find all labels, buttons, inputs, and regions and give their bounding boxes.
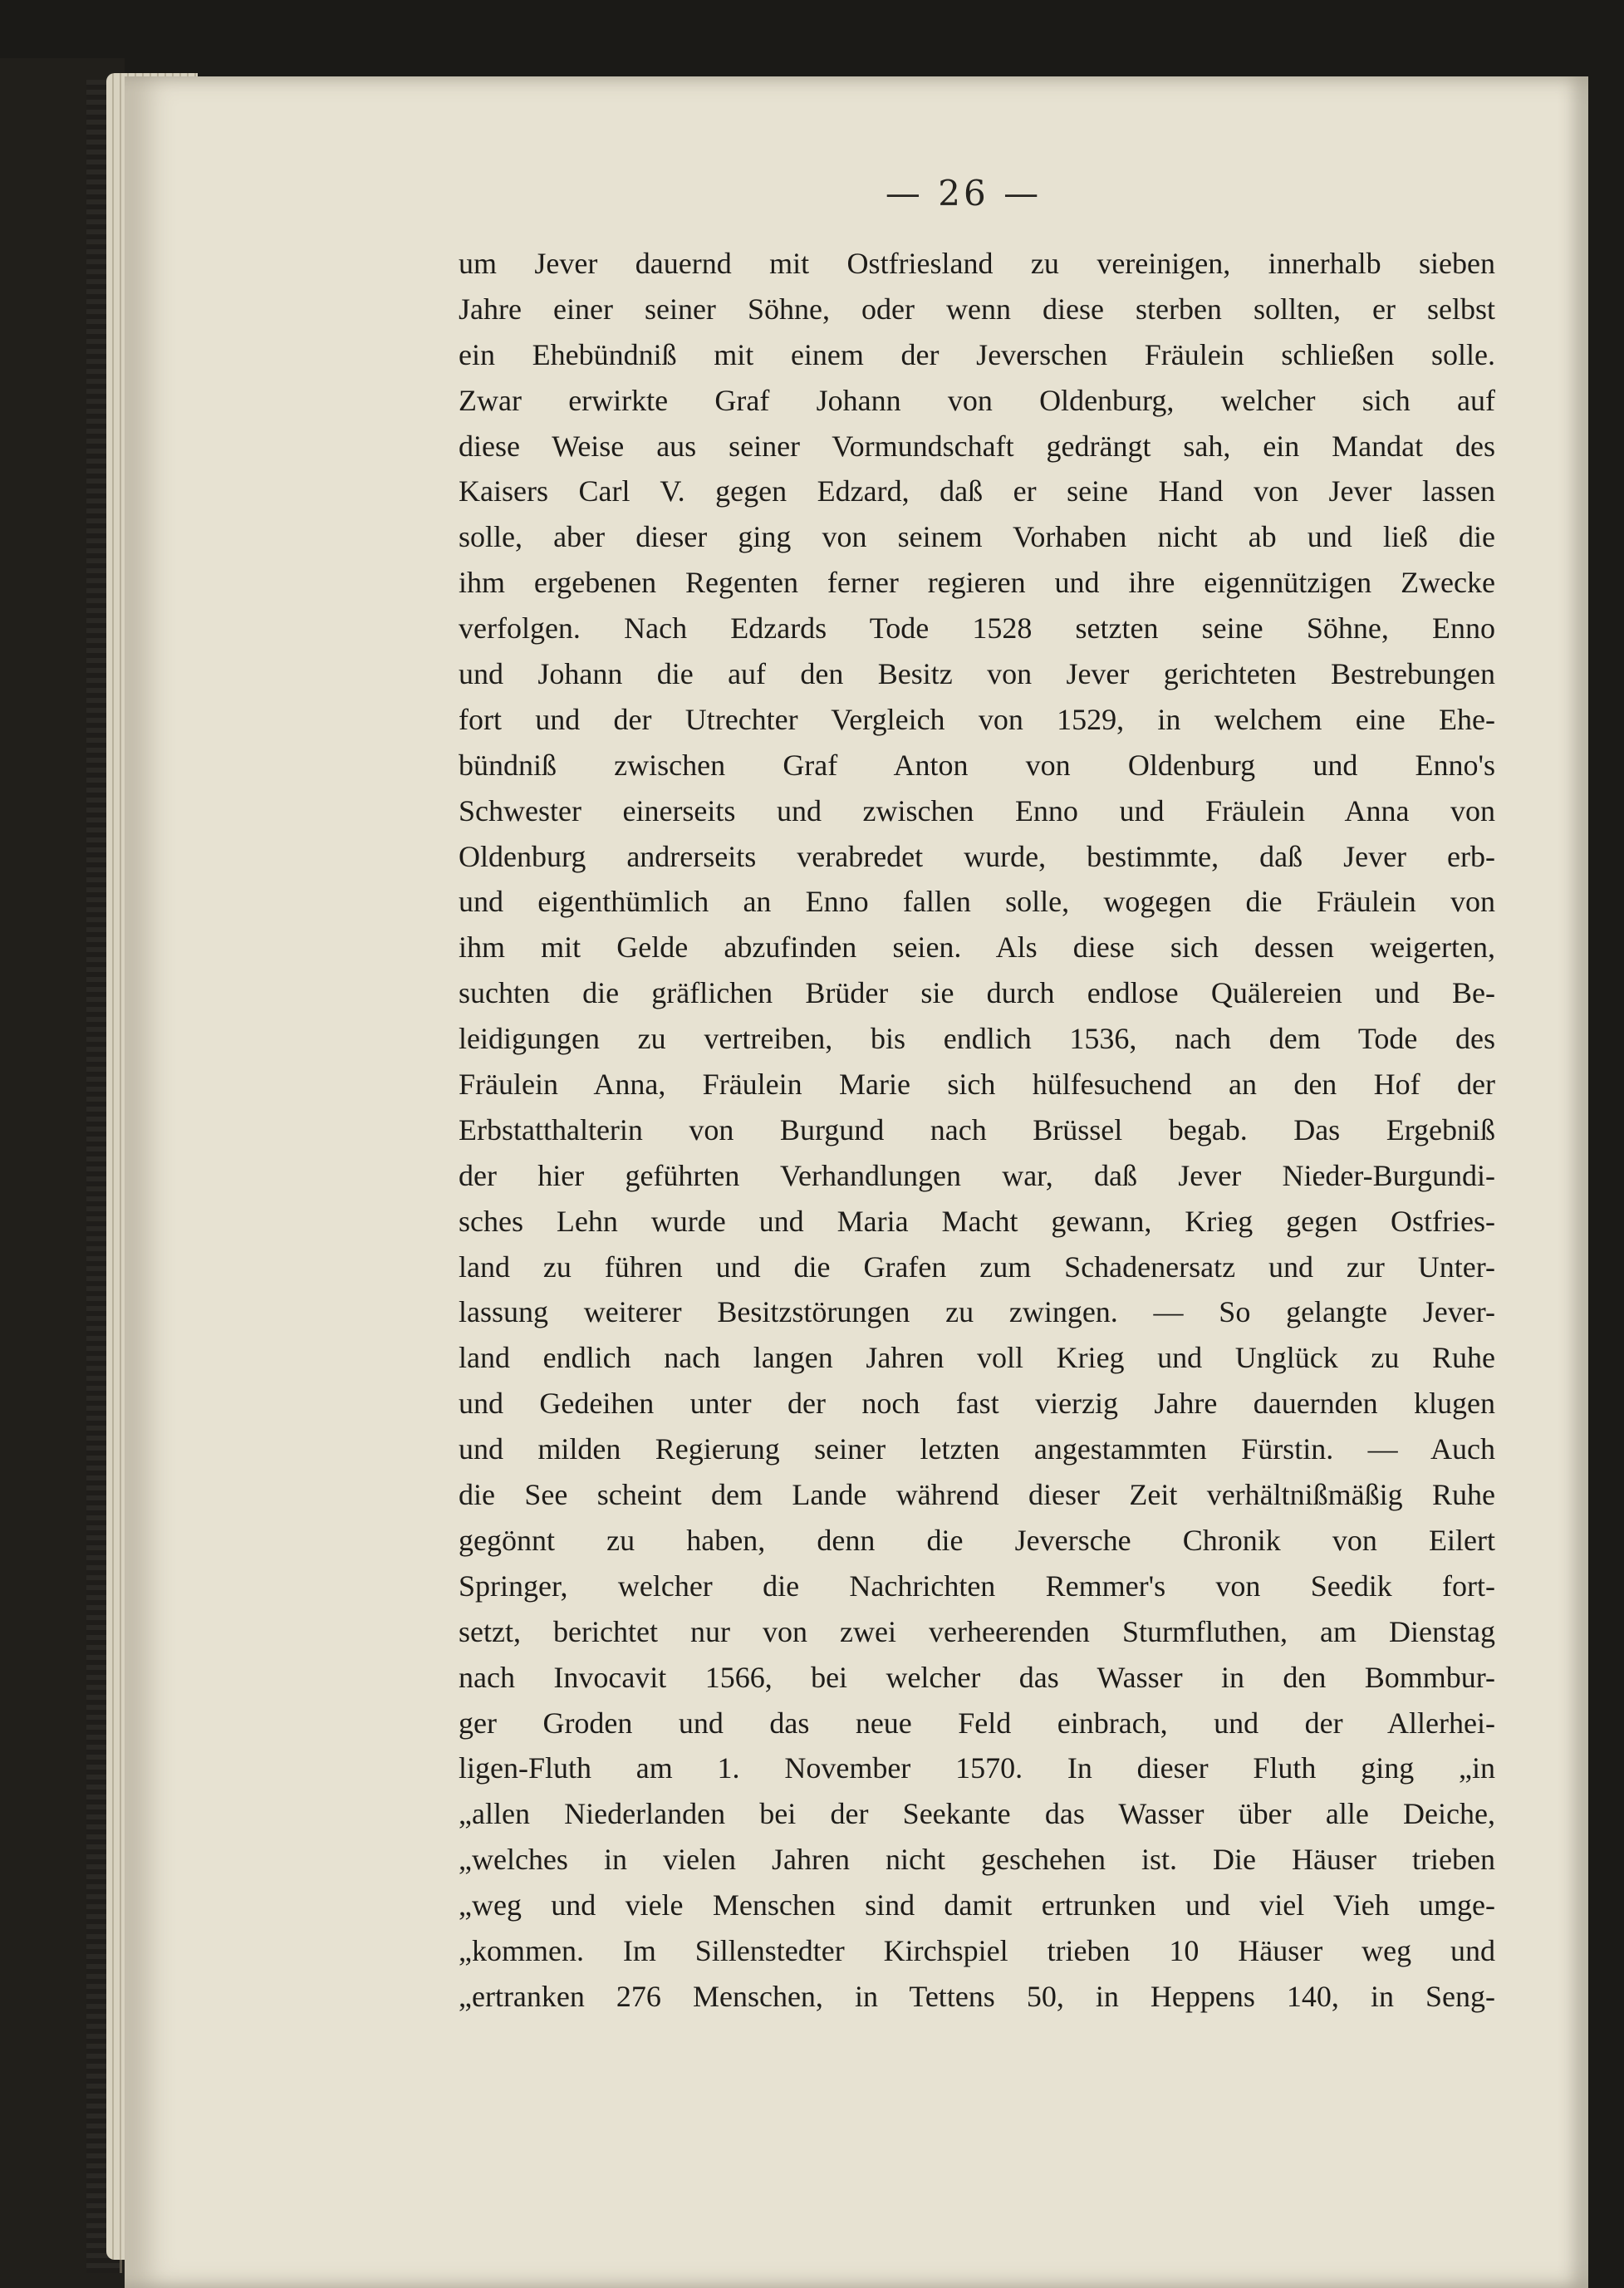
text-line: verfolgen. Nach Edzards Tode 1528 setzten seine Söhne, Enno	[459, 611, 1495, 646]
text-line: lassung weiterer Besitzstörungen zu zwingen. — So gelangte Jever-	[459, 1295, 1495, 1329]
text-line: gegönnt zu haben, denn die Jeversche Chronik von Eilert	[459, 1523, 1495, 1557]
text-line: Zwar erwirkte Graf Johann von Oldenburg, welcher sich auf	[459, 383, 1495, 417]
page-number: — 26 —	[885, 173, 1043, 214]
text-line: Erbstatthalterin von Burgund nach Brüssel begab. Das Ergebniß	[459, 1112, 1495, 1146]
text-line: Schwester einerseits und zwischen Enno und Fräulein Anna von	[459, 793, 1495, 827]
text-line: „kommen. Im Sillenstedter Kirchspiel trieben 10 Häuser weg und	[459, 1933, 1495, 1967]
text-line: land endlich nach langen Jahren voll Krieg und Unglück zu Ruhe	[459, 1341, 1495, 1375]
text-line: suchten die gräflichen Brüder sie durch endlose Quälereien und Be-	[459, 976, 1495, 1010]
text-line: Fräulein Anna, Fräulein Marie sich hülfesuchend an den Hof der	[459, 1068, 1495, 1102]
text-line: solle, aber dieser ging von seinem Vorhaben nicht ab und ließ die	[459, 520, 1495, 554]
body-text	[459, 241, 1495, 2020]
text-line: „allen Niederlanden bei der Seekante das Wasser über alle Deiche,	[459, 1797, 1495, 1831]
text-line: „welches in vielen Jahren nicht geschehen ist. Die Häuser trieben	[459, 1843, 1495, 1877]
text-line: Kaisers Carl V. gegen Edzard, daß er seine Hand von Jever lassen	[459, 474, 1495, 508]
text-line: und Johann die auf den Besitz von Jever gerichteten Bestrebungen	[459, 657, 1495, 691]
text-line: die See scheint dem Lande während dieser Zeit verhältnißmäßig Ruhe	[459, 1478, 1495, 1512]
text-line: sches Lehn wurde und Maria Macht gewann, Krieg gegen Ostfries-	[459, 1204, 1495, 1238]
text-line: und eigenthümlich an Enno fallen solle, wogegen die Fräulein von	[459, 885, 1495, 919]
text-line: Jahre einer seiner Söhne, oder wenn diese sterben sollten, er selbst	[459, 292, 1495, 326]
text-line: leidigungen zu vertreiben, bis endlich 1536, nach dem Tode des	[459, 1022, 1495, 1056]
text-line: nach Invocavit 1566, bei welcher das Wasser in den Bommbur-	[459, 1660, 1495, 1694]
text-line: ihm ergebenen Regenten ferner regieren und ihre eigennützigen Zwecke	[459, 566, 1495, 600]
text-line: Springer, welcher die Nachrichten Remmer's von Seedik fort-	[459, 1569, 1495, 1603]
text-line: diese Weise aus seiner Vormundschaft gedrängt sah, ein Mandat des	[459, 429, 1495, 463]
text-line: und Gedeihen unter der noch fast vierzig Jahre dauernden klugen	[459, 1387, 1495, 1421]
text-line: um Jever dauernd mit Ostfriesland zu vereinigen, innerhalb sieben	[459, 247, 1495, 280]
text-line: setzt, berichtet nur von zwei verheerenden Sturmfluthen, am Dienstag	[459, 1614, 1495, 1648]
text-line: der hier geführten Verhandlungen war, daß Jever Nieder-Burgundi-	[459, 1158, 1495, 1192]
text-line: fort und der Utrechter Vergleich von 1529, in welchem eine Ehe-	[459, 702, 1495, 736]
text-line: ein Ehebündniß mit einem der Jeverschen Fräulein schließen solle.	[459, 337, 1495, 371]
text-line: ligen-Fluth am 1. November 1570. In dieser Fluth ging „in	[459, 1751, 1495, 1785]
text-line: land zu führen und die Grafen zum Schadenersatz und zur Unter-	[459, 1250, 1495, 1284]
text-line: ihm mit Gelde abzufinden seien. Als diese sich dessen weigerten,	[459, 930, 1495, 965]
text-line: und milden Regierung seiner letzten angestammten Fürstin. — Auch	[459, 1432, 1495, 1466]
text-line: ger Groden und das neue Feld einbrach, und der Allerhei-	[459, 1706, 1495, 1740]
text-line: „ertranken 276 Menschen, in Tettens 50, in Heppens 140, in Seng-	[459, 1979, 1495, 2013]
text-line: Oldenburg andrerseits verabredet wurde, bestimmte, daß Jever erb-	[459, 839, 1495, 873]
text-line: „weg und viele Menschen sind damit ertrunken und viel Vieh umge-	[459, 1888, 1495, 1922]
text-line: bündniß zwischen Graf Anton von Oldenburg und Enno's	[459, 748, 1495, 782]
